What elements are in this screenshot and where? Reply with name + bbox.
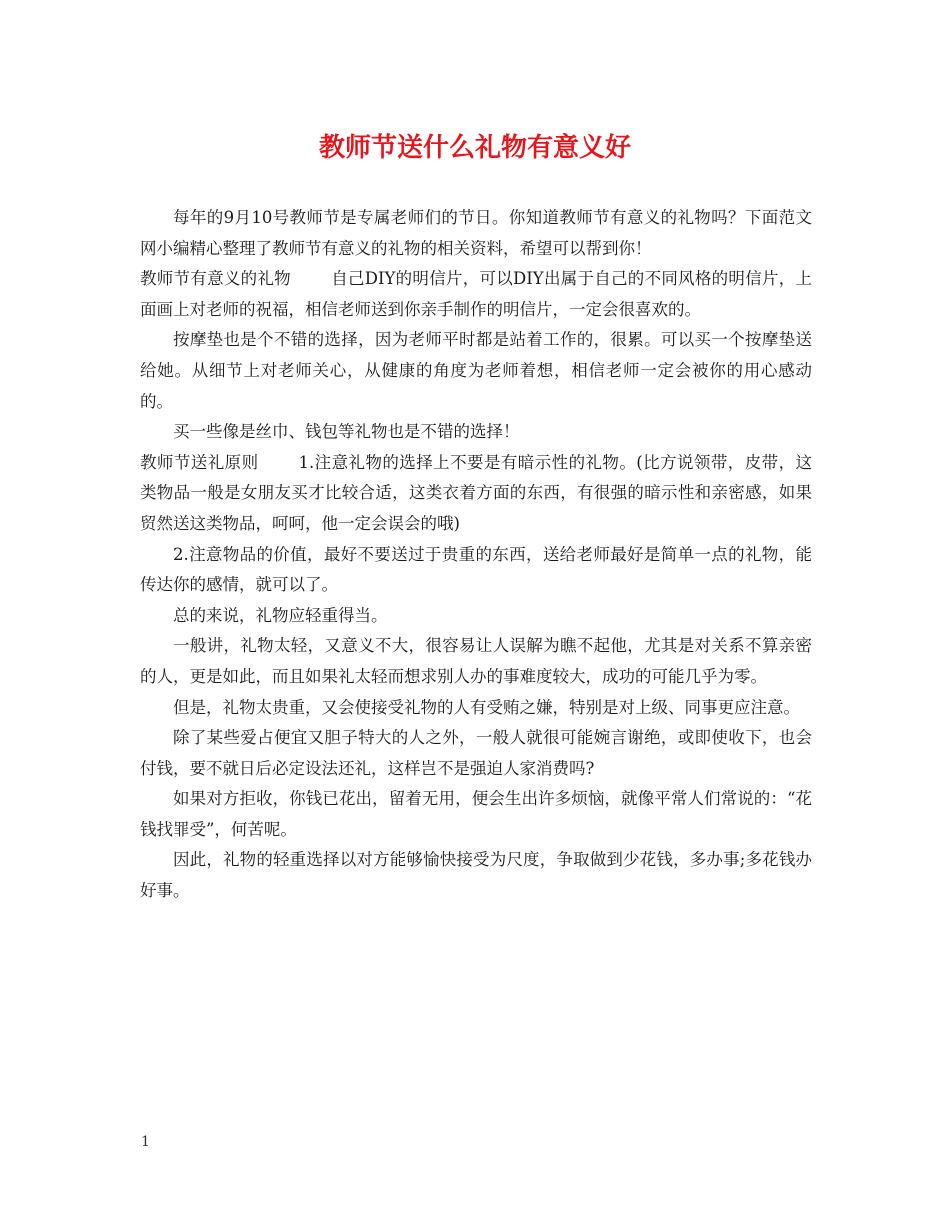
paragraph-principle-2 [140,540,812,601]
paragraph-text: 除了某些爱占便宜又胆子特大的人之外，一般人就很可能婉言谢绝，或即使收下，也会付钱，要不就日后必定设法还礼，这样岂不是强迫人家消费吗? [140,728,812,778]
paragraph-text: 买一些像是丝巾、钱包等礼物也是不错的选择！ [173,422,520,442]
document-title: 教师节送什么礼物有意义好 [318,133,631,163]
paragraph-text: 自己DIY的明信片，可以DIY出属于自己的不同风格的明信片，上面画上对老师的祝福，相信老师送到你亲手制作的明信片，一定会很喜欢的。 [140,269,813,319]
paragraph-text: 总的来说，礼物应轻重得当。 [173,605,388,625]
paragraph-text: 2.注意物品的价值，最好不要送过于贵重的东西，送给老师最好是简单一点的礼物，能传达你的感情，就可以了。 [140,544,812,595]
paragraph-text: 如果对方拒收，你钱已花出，留着无用，便会生出许多烦恼，就像平常人们常说的：“花钱找罪受”，何苦呢。 [140,789,812,839]
paragraph-text: 每年的9月10号教师节是专属老师们的节日。你知道教师节有意义的礼物吗？下面范文网小编精心整理了教师节有意义的礼物的相关资料，希望可以帮到你！ [140,208,812,258]
document-body [140,203,812,907]
paragraph-rejected-gift [140,784,812,845]
paragraph-section-meaningful-gifts [140,264,812,325]
paragraph-text: 一般讲，礼物太轻，又意义不大，很容易让人误解为瞧不起他，尤其是对关系不算亲密的人，更是如此，而且如果礼太轻而想求别人办的事难度较大，成功的可能几乎为零。 [140,636,812,686]
paragraph-too-light [140,631,812,692]
page-number: 1 [141,1134,150,1150]
paragraph-text: 但是，礼物太贵重，又会使接受礼物的人有受贿之嫌，特别是对上级、同事更应注意。 [173,697,800,717]
paragraph-conclusion [140,845,812,906]
paragraph-intro [140,203,812,264]
paragraph-too-expensive [140,693,812,724]
paragraph-section-gift-principles [140,448,812,540]
paragraph-massage-pad [140,325,812,417]
section-heading-meaningful-gifts: 教师节有意义的礼物 [140,269,291,289]
paragraph-text: 按摩垫也是个不错的选择，因为老师平时都是站着工作的，很累。可以买一个按摩垫送给她。从细节上对老师关心，从健康的角度为老师着想，相信老师一定会被你的用心感动的。 [140,330,812,411]
paragraph-summary [140,601,812,632]
paragraph-text: 因此，礼物的轻重选择以对方能够愉快接受为尺度，争取做到少花钱，多办事;多花钱办好事。 [140,850,812,901]
paragraph-refusal [140,723,812,784]
paragraph-scarf-wallet [140,417,812,448]
paragraph-text: 1.注意礼物的选择上不要是有暗示性的礼物。(比方说领带，皮带，这类物品一般是女朋友买才比较合适，这类衣着方面的东西，有很强的暗示性和亲密感，如果贸然送这类物品，呵呵，他一定会误会的哦) [140,452,813,533]
section-heading-gift-principles: 教师节送礼原则 [140,452,259,472]
